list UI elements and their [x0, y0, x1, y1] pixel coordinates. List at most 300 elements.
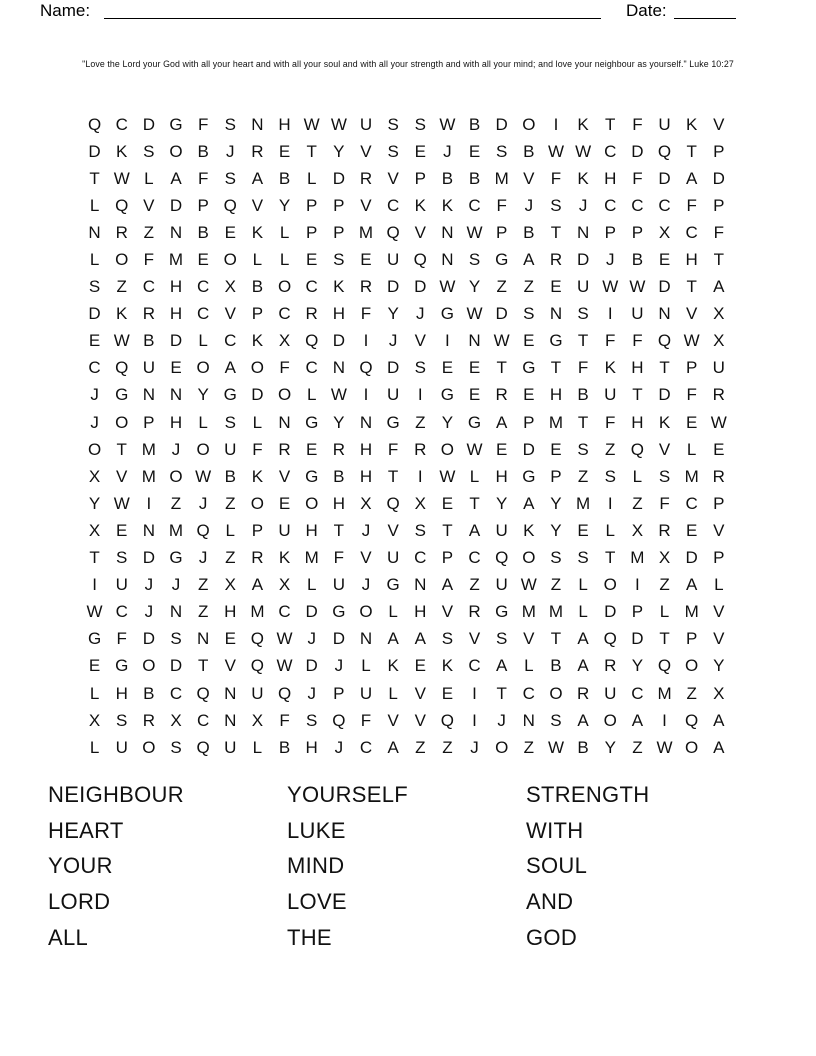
- grid-letter: L: [89, 250, 100, 270]
- grid-letter: W: [439, 114, 456, 134]
- grid-letter: L: [686, 439, 697, 459]
- grid-letter: O: [495, 737, 509, 757]
- grid-letter: F: [143, 250, 155, 270]
- grid-letter: R: [305, 304, 318, 324]
- grid-letter: O: [522, 548, 536, 568]
- grid-letter: W: [466, 304, 483, 324]
- grid-letter: F: [686, 385, 697, 405]
- grid-letter: X: [88, 466, 101, 486]
- grid-letter: M: [494, 168, 509, 188]
- word-list-item: YOUR: [48, 853, 113, 879]
- grid-letter: J: [334, 737, 344, 757]
- grid-letter: K: [441, 656, 454, 676]
- grid-letter: O: [305, 493, 319, 513]
- grid-letter: Z: [605, 439, 616, 459]
- grid-letter: R: [278, 439, 291, 459]
- grid-letter: E: [360, 250, 372, 270]
- grid-letter: T: [496, 683, 507, 703]
- grid-letter: E: [468, 385, 481, 405]
- grid-letter: N: [88, 222, 101, 242]
- grid-letter: C: [142, 277, 155, 297]
- grid-letter: F: [360, 304, 372, 324]
- grid-letter: U: [495, 520, 508, 540]
- grid-letter: D: [386, 358, 400, 378]
- grid-letter: A: [387, 737, 399, 757]
- grid-letter: J: [361, 520, 371, 540]
- word-list-item: HEART: [48, 817, 124, 843]
- grid-letter: D: [169, 331, 183, 351]
- grid-letter: U: [332, 575, 345, 595]
- name-label: Name:: [40, 1, 91, 20]
- grid-letter: L: [578, 602, 588, 622]
- grid-letter: A: [496, 412, 508, 432]
- grid-letter: C: [169, 683, 183, 703]
- grid-letter: V: [387, 520, 399, 540]
- grid-letter: S: [224, 412, 236, 432]
- grid-letter: Z: [659, 575, 670, 595]
- grid-letter: T: [469, 493, 480, 513]
- grid-letter: H: [685, 250, 698, 270]
- word-list-item: MIND: [287, 853, 345, 879]
- grid-letter: G: [467, 412, 482, 432]
- grid-letter: Q: [196, 737, 210, 757]
- grid-letter: I: [635, 575, 640, 595]
- grid-letter: G: [495, 250, 509, 270]
- grid-letter: Q: [196, 683, 210, 703]
- grid-letter: Q: [332, 710, 346, 730]
- grid-letter: D: [142, 629, 155, 649]
- grid-letter: C: [685, 222, 698, 242]
- grid-letter: N: [169, 222, 183, 242]
- grid-letter: G: [115, 385, 129, 405]
- grid-letter: H: [305, 737, 318, 757]
- grid-letter: N: [224, 683, 237, 703]
- grid-letter: E: [224, 222, 236, 242]
- grid-letter: O: [359, 602, 373, 622]
- grid-letter: Y: [197, 385, 209, 405]
- grid-letter: M: [684, 602, 699, 622]
- grid-letter: U: [576, 277, 590, 297]
- grid-letter: K: [251, 222, 264, 242]
- grid-letter: X: [414, 493, 426, 513]
- grid-letter: Z: [170, 493, 182, 513]
- grid-letter: S: [116, 710, 128, 730]
- grid-letter: F: [550, 168, 562, 188]
- grid-letter: E: [278, 141, 291, 161]
- grid-letter: F: [197, 168, 209, 188]
- grid-letter: E: [468, 358, 481, 378]
- word-list-item: WITH: [526, 817, 584, 843]
- grid-letter: T: [605, 114, 616, 134]
- grid-letter: K: [577, 168, 589, 188]
- grid-letter: N: [468, 331, 481, 351]
- grid-letter: K: [685, 114, 698, 134]
- grid-letter: J: [198, 493, 208, 513]
- word-search-grid: [81, 111, 732, 761]
- grid-letter: N: [169, 602, 183, 622]
- grid-letter: O: [142, 656, 156, 676]
- grid-letter: P: [550, 466, 562, 486]
- grid-letter: J: [90, 385, 99, 405]
- grid-letter: R: [712, 466, 725, 486]
- grid-letter: C: [115, 114, 128, 134]
- grid-letter: H: [332, 493, 345, 513]
- grid-letter: D: [576, 250, 590, 270]
- grid-letter: I: [472, 683, 477, 703]
- grid-letter: U: [224, 439, 237, 459]
- grid-letter: L: [225, 520, 235, 540]
- grid-letter: F: [686, 195, 697, 215]
- grid-letter: A: [577, 629, 589, 649]
- grid-letter: L: [306, 385, 317, 405]
- grid-letter: C: [115, 602, 128, 622]
- grid-letter: Q: [657, 656, 672, 676]
- grid-letter: D: [712, 168, 725, 188]
- grid-letter: L: [198, 331, 208, 351]
- grid-letter: V: [387, 710, 399, 730]
- grid-letter: O: [115, 250, 129, 270]
- grid-letter: W: [602, 277, 619, 297]
- word-list-item: NEIGHBOUR: [48, 782, 184, 807]
- grid-letter: P: [306, 222, 318, 242]
- grid-letter: V: [224, 656, 236, 676]
- grid-letter: E: [658, 250, 671, 270]
- grid-letter: C: [468, 195, 481, 215]
- grid-letter: S: [604, 466, 616, 486]
- grid-letter: J: [524, 195, 534, 215]
- grid-letter: E: [88, 656, 101, 676]
- grid-letter: V: [387, 168, 399, 188]
- grid-letter: G: [549, 331, 563, 351]
- grid-letter: E: [550, 439, 562, 459]
- grid-letter: G: [169, 114, 183, 134]
- date-underline: [674, 0, 736, 19]
- grid-letter: W: [439, 466, 456, 486]
- grid-letter: H: [169, 304, 183, 324]
- grid-letter: T: [686, 141, 697, 161]
- grid-letter: W: [710, 412, 727, 432]
- grid-letter: D: [332, 629, 345, 649]
- grid-letter: K: [441, 195, 454, 215]
- grid-letter: N: [169, 385, 183, 405]
- grid-letter: L: [198, 412, 208, 432]
- grid-letter: Z: [225, 493, 236, 513]
- grid-letter: O: [277, 385, 292, 405]
- grid-letter: B: [577, 385, 589, 405]
- grid-letter: O: [440, 439, 455, 459]
- grid-letter: T: [659, 358, 670, 378]
- grid-letter: M: [684, 466, 699, 486]
- grid-letter: V: [441, 602, 454, 622]
- grid-letter: F: [360, 710, 372, 730]
- grid-letter: N: [441, 250, 454, 270]
- grid-letter: H: [495, 466, 508, 486]
- grid-letter: Z: [197, 575, 209, 595]
- grid-letter: T: [197, 656, 209, 676]
- grid-letter: Y: [631, 656, 644, 676]
- grid-letter: J: [307, 683, 316, 703]
- grid-letter: D: [169, 195, 183, 215]
- grid-letter: Q: [115, 195, 129, 215]
- grid-letter: D: [386, 277, 400, 297]
- grid-letter: J: [443, 141, 452, 161]
- grid-letter: D: [305, 602, 318, 622]
- grid-letter: I: [472, 710, 477, 730]
- word-list-column: [48, 777, 287, 956]
- date-label: Date:: [626, 1, 667, 20]
- grid-letter: E: [414, 141, 426, 161]
- grid-letter: S: [333, 250, 345, 270]
- grid-letter: L: [388, 683, 398, 703]
- grid-letter: I: [417, 466, 423, 486]
- grid-letter: S: [306, 710, 318, 730]
- grid-letter: I: [445, 331, 450, 351]
- grid-letter: B: [468, 114, 481, 134]
- grid-letter: U: [386, 385, 400, 405]
- grid-letter: E: [278, 493, 291, 513]
- grid-letter: Z: [523, 277, 535, 297]
- grid-letter: F: [496, 195, 507, 215]
- grid-letter: E: [468, 141, 481, 161]
- grid-letter: D: [332, 168, 345, 188]
- grid-letter: W: [330, 385, 347, 405]
- grid-letter: T: [116, 439, 127, 459]
- grid-letter: N: [224, 710, 237, 730]
- grid-letter: G: [522, 358, 536, 378]
- grid-letter: K: [251, 466, 264, 486]
- grid-letter: R: [142, 710, 155, 730]
- grid-letter: W: [330, 114, 347, 134]
- grid-letter: P: [251, 304, 264, 324]
- grid-letter: Z: [550, 575, 562, 595]
- grid-letter: R: [604, 656, 617, 676]
- name-underline: [104, 0, 601, 19]
- grid-letter: S: [414, 520, 426, 540]
- grid-letter: R: [142, 304, 155, 324]
- grid-letter: Y: [441, 412, 454, 432]
- grid-letter: T: [387, 466, 399, 486]
- grid-letter: X: [713, 683, 725, 703]
- grid-letter: S: [170, 629, 182, 649]
- grid-letter: Z: [632, 737, 643, 757]
- verse-quote: "Love the Lord your God with all your heart and with all your soul and with all your strength and with all your mind; and love your neighbour as yourself." Luke 10:27: [82, 59, 734, 69]
- grid-letter: V: [360, 195, 372, 215]
- grid-letter: A: [251, 575, 264, 595]
- grid-letter: D: [88, 141, 101, 161]
- grid-letter: D: [88, 304, 101, 324]
- grid-letter: M: [548, 602, 564, 622]
- grid-letter: T: [89, 548, 100, 568]
- grid-letter: B: [251, 277, 264, 297]
- grid-letter: V: [116, 466, 128, 486]
- grid-letter: O: [169, 141, 183, 161]
- grid-letter: T: [89, 168, 100, 188]
- grid-letter: J: [198, 548, 208, 568]
- grid-letter: E: [523, 385, 535, 405]
- grid-letter: J: [578, 195, 588, 215]
- grid-letter: Z: [577, 466, 589, 486]
- grid-letter: Z: [116, 277, 127, 297]
- grid-letter: A: [441, 575, 454, 595]
- grid-letter: J: [605, 250, 615, 270]
- grid-letter: Y: [604, 737, 616, 757]
- grid-letter: K: [577, 114, 589, 134]
- grid-letter: W: [466, 439, 483, 459]
- grid-letter: S: [550, 195, 562, 215]
- grid-letter: Y: [496, 493, 508, 513]
- grid-letter: P: [523, 412, 535, 432]
- grid-letter: Q: [87, 114, 102, 134]
- grid-letter: P: [251, 520, 264, 540]
- word-list-item: LUKE: [287, 817, 346, 843]
- grid-letter: N: [142, 520, 155, 540]
- word-list-item: LORD: [48, 889, 111, 915]
- grid-letter: S: [170, 737, 182, 757]
- grid-letter: D: [142, 114, 155, 134]
- grid-letter: R: [576, 683, 590, 703]
- grid-letter: H: [604, 168, 617, 188]
- grid-letter: U: [359, 683, 373, 703]
- grid-letter: V: [251, 195, 264, 215]
- grid-letter: T: [686, 277, 697, 297]
- grid-letter: B: [278, 168, 291, 188]
- grid-letter: J: [497, 710, 506, 730]
- grid-letter: H: [115, 683, 128, 703]
- grid-letter: O: [277, 277, 292, 297]
- word-list: [48, 777, 765, 956]
- grid-letter: G: [305, 466, 319, 486]
- grid-letter: T: [496, 358, 507, 378]
- grid-letter: O: [223, 250, 237, 270]
- grid-letter: Q: [359, 358, 373, 378]
- grid-letter: P: [143, 412, 155, 432]
- grid-letter: R: [251, 141, 264, 161]
- grid-letter: F: [605, 331, 616, 351]
- grid-letter: H: [359, 439, 373, 459]
- grid-letter: H: [169, 412, 183, 432]
- grid-letter: T: [605, 548, 616, 568]
- grid-letter: B: [224, 466, 236, 486]
- grid-letter: W: [683, 331, 700, 351]
- grid-letter: J: [361, 575, 371, 595]
- grid-letter: O: [522, 114, 536, 134]
- grid-letter: Y: [333, 141, 345, 161]
- grid-letter: U: [604, 385, 617, 405]
- grid-letter: J: [144, 602, 154, 622]
- grid-letter: Y: [387, 304, 399, 324]
- grid-letter: B: [197, 222, 209, 242]
- grid-letter: X: [278, 331, 291, 351]
- grid-letter: K: [523, 520, 535, 540]
- grid-letter: P: [713, 548, 725, 568]
- grid-letter: I: [363, 331, 369, 351]
- grid-letter: L: [578, 575, 588, 595]
- grid-letter: O: [250, 358, 265, 378]
- grid-letter: R: [495, 385, 508, 405]
- grid-letter: Y: [468, 277, 481, 297]
- grid-letter: H: [631, 358, 644, 378]
- grid-letter: E: [441, 493, 454, 513]
- grid-letter: A: [713, 710, 725, 730]
- grid-letter: D: [495, 304, 508, 324]
- grid-letter: L: [144, 168, 154, 188]
- grid-letter: L: [605, 520, 615, 540]
- grid-letter: X: [224, 277, 236, 297]
- grid-letter: R: [115, 222, 128, 242]
- grid-letter: I: [417, 385, 423, 405]
- grid-letter: T: [577, 412, 589, 432]
- grid-letter: F: [197, 114, 209, 134]
- grid-letter: J: [334, 656, 344, 676]
- grid-letter: Q: [630, 439, 644, 459]
- grid-letter: S: [441, 629, 454, 649]
- grid-letter: S: [577, 439, 589, 459]
- grid-letter: O: [603, 710, 617, 730]
- word-list-item: GOD: [526, 924, 578, 950]
- grid-letter: X: [88, 520, 101, 540]
- grid-letter: E: [116, 520, 128, 540]
- grid-letter: M: [358, 222, 374, 242]
- grid-letter: U: [631, 304, 644, 324]
- grid-letter: A: [685, 575, 698, 595]
- grid-letter: P: [631, 602, 644, 622]
- grid-letter: J: [416, 304, 425, 324]
- grid-letter: C: [522, 683, 535, 703]
- grid-letter: W: [547, 141, 564, 161]
- grid-letter: Q: [250, 629, 265, 649]
- grid-letter: Z: [442, 737, 453, 757]
- grid-letter: G: [332, 602, 346, 622]
- grid-letter: I: [607, 493, 613, 513]
- grid-letter: H: [169, 277, 183, 297]
- grid-letter: C: [196, 277, 210, 297]
- grid-letter: I: [92, 575, 97, 595]
- grid-letter: V: [278, 466, 291, 486]
- grid-letter: I: [607, 304, 613, 324]
- grid-letter: W: [466, 222, 483, 242]
- grid-letter: T: [306, 141, 317, 161]
- grid-letter: P: [713, 493, 725, 513]
- grid-letter: M: [304, 548, 319, 568]
- grid-letter: D: [658, 168, 671, 188]
- grid-letter: B: [523, 222, 535, 242]
- grid-letter: U: [495, 575, 508, 595]
- grid-letter: Q: [386, 222, 400, 242]
- grid-letter: K: [116, 304, 128, 324]
- grid-letter: T: [333, 520, 345, 540]
- grid-letter: W: [195, 466, 212, 486]
- word-list-item: YOURSELF: [287, 782, 408, 807]
- grid-letter: N: [549, 304, 563, 324]
- grid-letter: E: [414, 656, 426, 676]
- grid-letter: C: [224, 331, 237, 351]
- grid-letter: A: [523, 250, 535, 270]
- grid-letter: P: [306, 195, 318, 215]
- grid-letter: W: [113, 331, 130, 351]
- grid-letter: P: [713, 195, 725, 215]
- word-list-item: LOVE: [287, 889, 347, 915]
- grid-letter: O: [549, 683, 563, 703]
- grid-letter: U: [386, 548, 400, 568]
- word-list-item: STRENGTH: [526, 782, 650, 807]
- grid-letter: L: [659, 602, 670, 622]
- grid-letter: S: [116, 548, 128, 568]
- grid-letter: S: [658, 466, 671, 486]
- grid-letter: Z: [632, 493, 643, 513]
- grid-letter: Z: [469, 575, 480, 595]
- grid-letter: M: [630, 548, 645, 568]
- grid-letter: C: [658, 195, 671, 215]
